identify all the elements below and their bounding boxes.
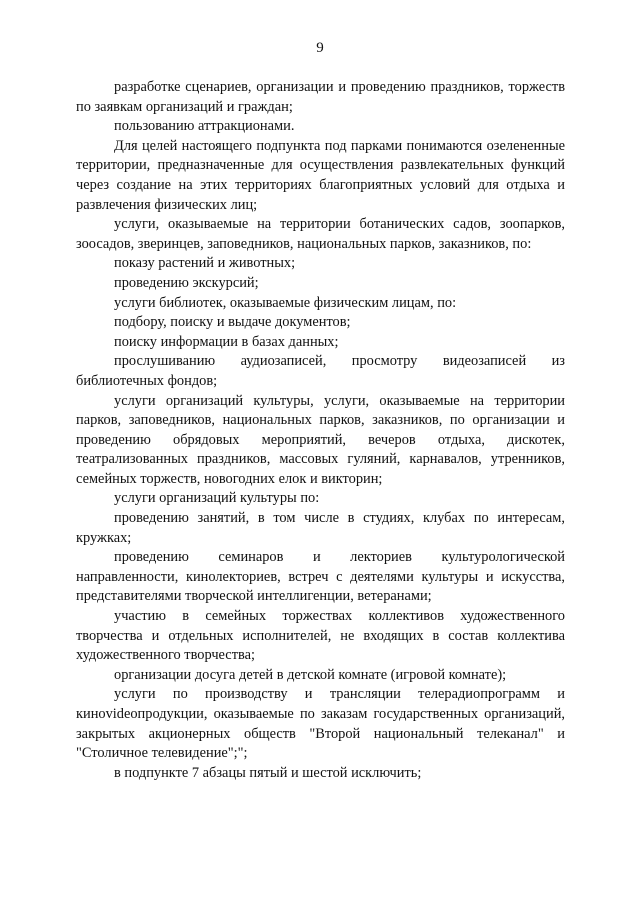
paragraph: пользованию аттракционами. [114, 118, 295, 135]
paragraph: услуги организаций культуры по: [114, 490, 320, 507]
document-body [76, 78, 565, 783]
paragraph: организации досуга детей в детской комнате (игровой комнате); [114, 666, 507, 683]
paragraph: проведению экскурсий; [114, 274, 259, 291]
paragraph: услуги, оказываемые на территории ботанических садов, зоопарков, зоосадов, зверинцев, заповедников, национальных парков, заказников, по: [76, 216, 565, 252]
paragraph: поиску информации в базах данных; [114, 333, 339, 350]
paragraph: услуги организаций культуры, услуги, оказываемые на территории парков, заповедников, национальных парков, заказников, по организации и проведению обрядовых мероприятий, вечеров отдыха, дискотек, театрализованных праздников, массовых гуляний, карнавалов, утренников, семейных торжеств, новогодних елок и викторин; [76, 392, 565, 487]
paragraph: проведению занятий, в том числе в студиях, клубах по интересам, кружках; [76, 510, 565, 546]
paragraph: разработке сценариев, организации и проведению праздников, торжеств по заявкам организаций и граждан; [76, 79, 565, 115]
paragraph: в подпункте 7 абзацы пятый и шестой исключить; [114, 764, 422, 781]
paragraph: показу растений и животных; [114, 255, 296, 272]
paragraph: услуги библиотек, оказываемые физическим лицам, по: [114, 294, 457, 311]
paragraph: подбору, поиску и выдаче документов; [114, 314, 351, 331]
paragraph: Для целей настоящего подпункта под парками понимаются озелененные территории, предназначенные для осуществления развлекательных функций через создание на этих территориях благоприятных условий для отдыха и развлечения физических лиц; [76, 137, 565, 213]
paragraph: участию в семейных торжествах коллективов художественного творчества и отдельных исполнителей, не входящих в состав коллектива художественного творчества; [76, 608, 565, 664]
paragraph: прослушиванию аудиозаписей, просмотру видеозаписей из библиотечных фондов; [76, 353, 565, 389]
paragraph: услуги по производству и трансляции телерадиопрограмм и кинovideoпродукции, оказываемые по заказам государственных организаций, закрытых акционерных обществ "Второй национальный телеканал" и "Столичное телевидение";"; [76, 686, 565, 762]
paragraph: проведению семинаров и лекториев культурологической направленности, кинолекториев, встреч с деятелями культуры и искусства, представителями творческой интеллигенции, ветеранами; [76, 549, 565, 605]
page-number: 9 [316, 40, 324, 56]
